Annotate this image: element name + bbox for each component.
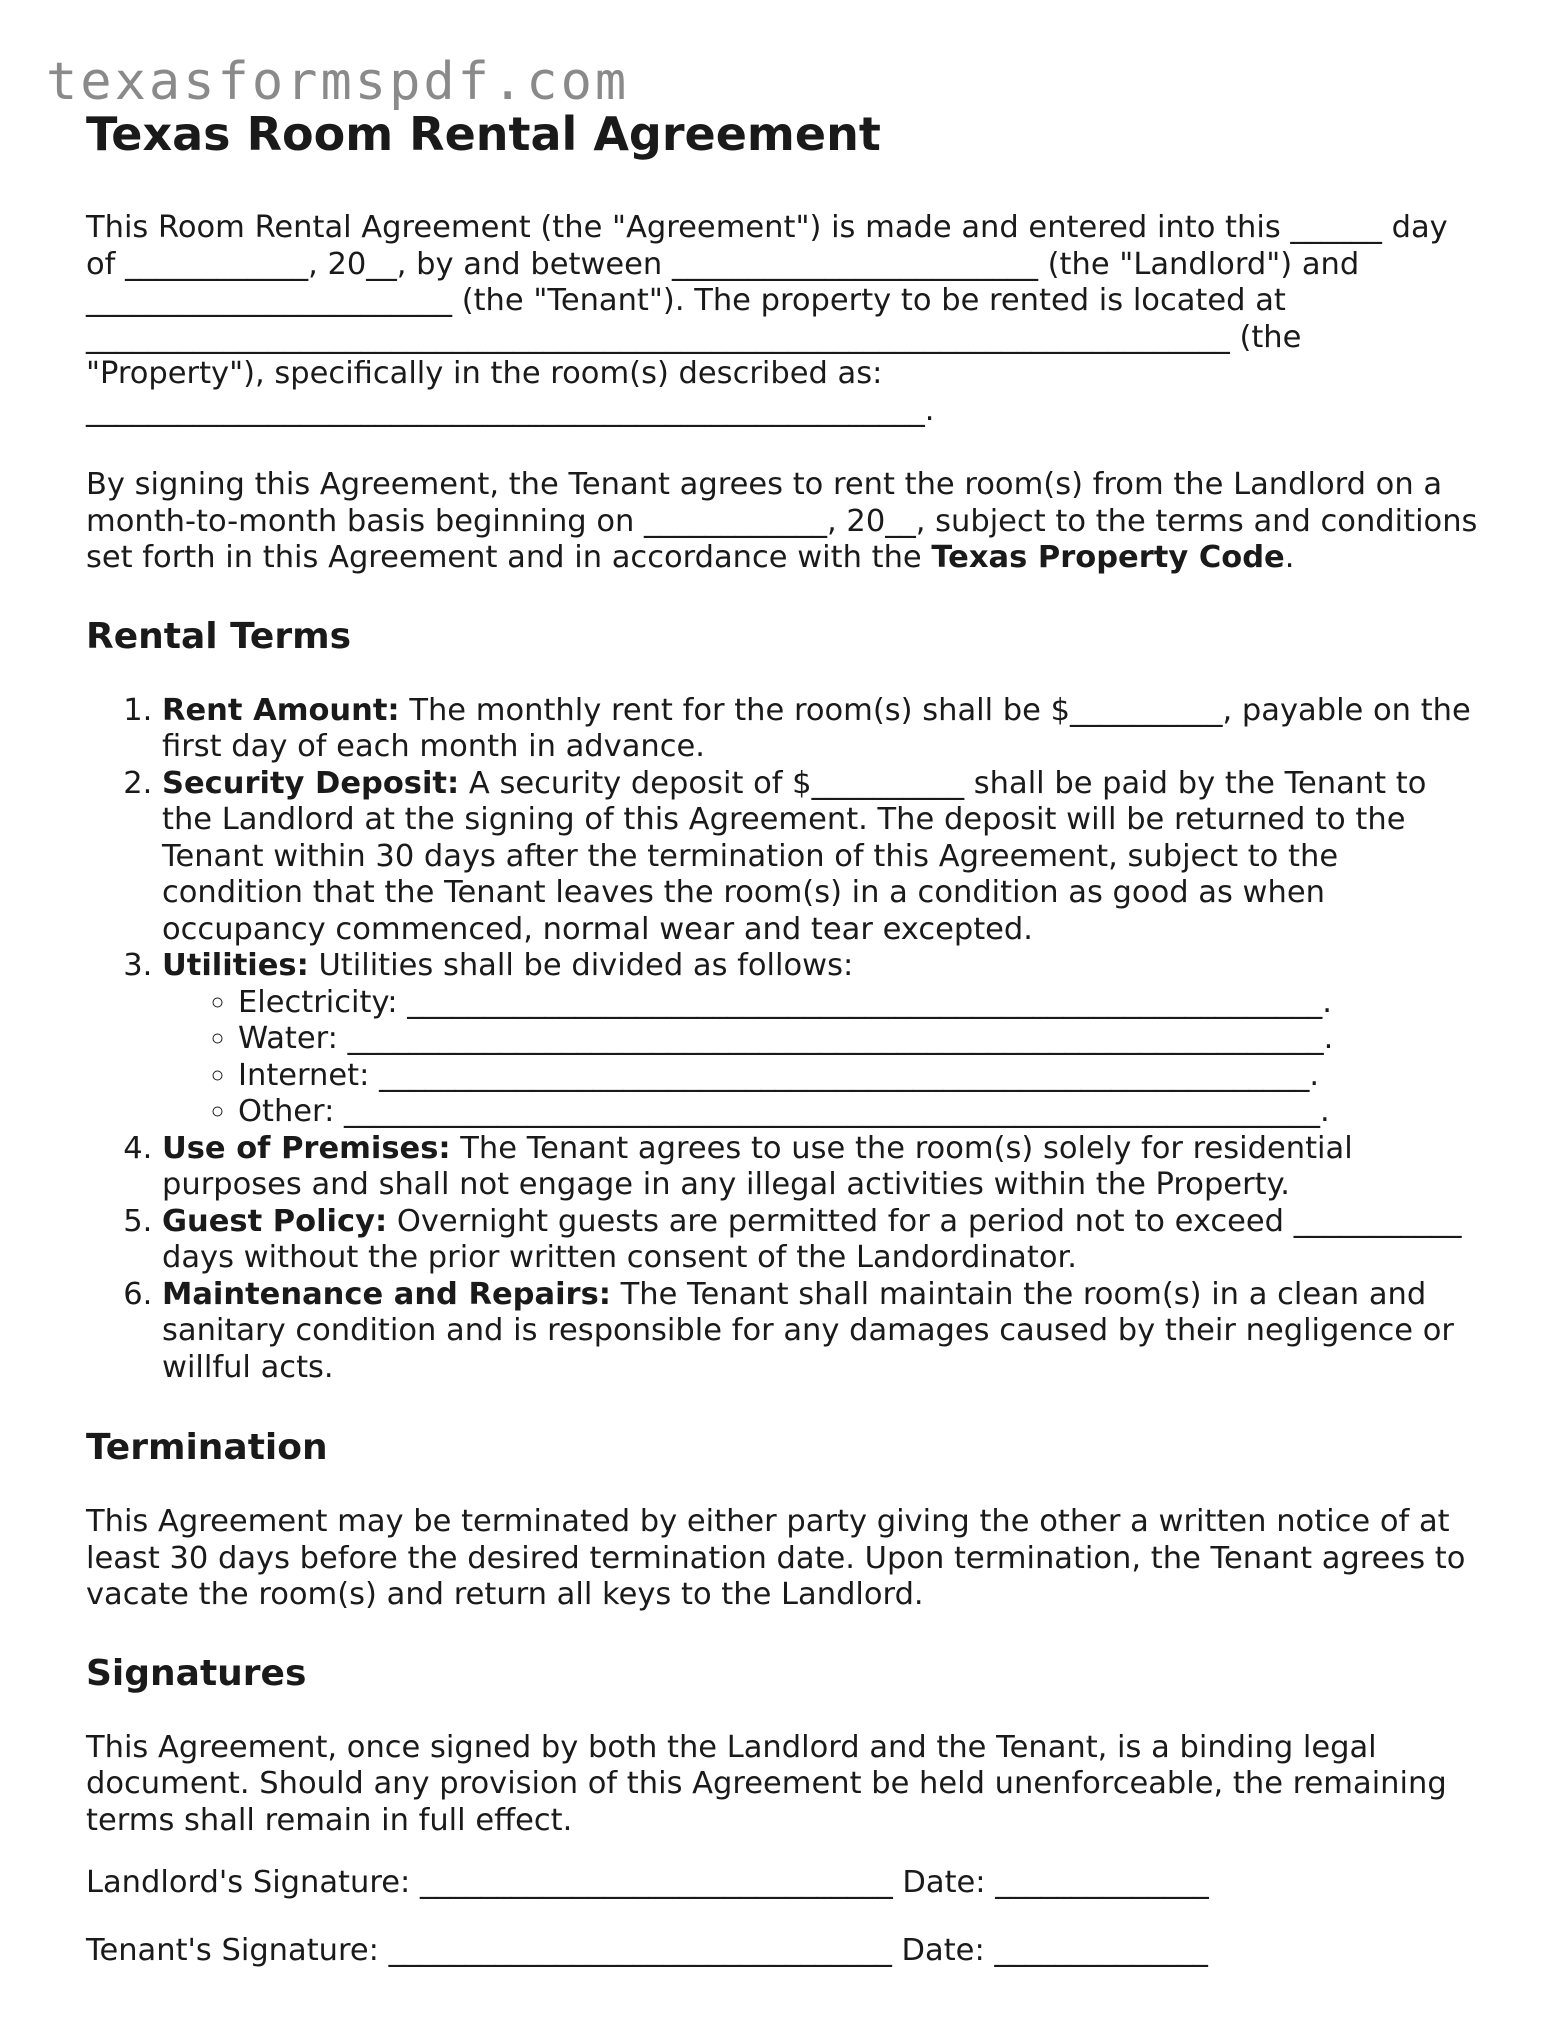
rental-terms-heading: Rental Terms xyxy=(86,615,352,657)
utilities-list xyxy=(162,985,1486,1131)
term-guest-policy: 5. Guest Policy: Overnight guests are permitted for a period not to exceed ___________ days without the prior written consent of the Landordinator. xyxy=(162,1204,1486,1277)
signatures-heading: Signatures xyxy=(86,1652,307,1694)
texas-property-code: Texas Property Code xyxy=(931,540,1285,575)
utility-internet: ◦ Internet: _____________________________________________________________. xyxy=(238,1058,1486,1095)
document-title: Texas Room Rental Agreement xyxy=(86,107,881,161)
utility-other: ◦ Other: ________________________________________________________________. xyxy=(238,1094,1486,1131)
agreement-paragraph: By signing this Agreement, the Tenant agrees to rent the room(s) from the Landlord on a month-to-month basis beginning on ____________, 20__, subject to the terms and conditions set forth in this Agreement and in accordance with the Texas Property Code. xyxy=(86,467,1478,575)
tenant-signature-line: Tenant's Signature: _________________________________ Date: ______________ xyxy=(86,1933,1208,1968)
landlord-signature-line: Landlord's Signature: _______________________________ Date: ______________ xyxy=(86,1865,1209,1900)
term-use-of-premises: 4. Use of Premises: The Tenant agrees to use the room(s) solely for residential purposes and shall not engage in any illegal activities within the Property. xyxy=(162,1131,1486,1204)
watermark: texasformspdf.com xyxy=(46,52,630,112)
term-maintenance: 6. Maintenance and Repairs: The Tenant shall maintain the room(s) in a clean and sanitary condition and is responsible for any damages caused by their negligence or willful acts. xyxy=(162,1277,1486,1387)
utility-electricity: ◦ Electricity: ____________________________________________________________. xyxy=(238,985,1486,1022)
rental-terms-list xyxy=(86,693,1486,1387)
term-security-deposit: 2. Security Deposit: A security deposit of $__________ shall be paid by the Tenant to the Landlord at the signing of this Agreement. The deposit will be returned to the Tenant within 30 days after the termination of this Agreement, subject to the condition that the Tenant leaves the room(s) in a condition as good as when occupancy commenced, normal wear and tear excepted. xyxy=(162,766,1486,949)
termination-paragraph: This Agreement may be terminated by either party giving the other a written notice of at least 30 days before the desired termination date. Upon termination, the Tenant agrees to vacate the room(s) and return all keys to the Landlord. xyxy=(86,1504,1466,1612)
term-rent-amount: 1. Rent Amount: The monthly rent for the room(s) shall be $__________, payable on the first day of each month in advance. xyxy=(162,693,1486,766)
document-page xyxy=(86,104,1486,1999)
agreement-text: By signing this Agreement, the Tenant agrees to rent the room(s) from the Landlord on a month-to-month basis beginning on ____________, 20__, subject to the terms and conditions set forth in this Agreement and in accordance with the xyxy=(86,467,1478,575)
signatures-paragraph: This Agreement, once signed by both the Landlord and the Tenant, is a binding legal document. Should any provision of this Agreement be held unenforceable, the remaining terms shall remain in full effect. xyxy=(86,1729,1447,1838)
term-utilities: 3. Utilities: Utilities shall be divided as follows: ◦ Electricity: ____________________________________________________________. ◦ Water: ________________________________________________________________. ◦ Internet: _____________________________________________________________. ◦ Other: ________________________________________________________________. xyxy=(162,948,1486,1131)
utility-water: ◦ Water: ________________________________________________________________. xyxy=(238,1021,1486,1058)
intro-paragraph: This Room Rental Agreement (the "Agreement") is made and entered into this ______ day of ____________, 20__, by and between ________________________ (the "Landlord") and ________________________ (the "Tenant"). The property to be rented is located at ___________________________________________________________________________ (the "Property"), specifically in the room(s) described as: _______________________________________________________. xyxy=(86,210,1448,428)
termination-heading: Termination xyxy=(86,1427,328,1468)
